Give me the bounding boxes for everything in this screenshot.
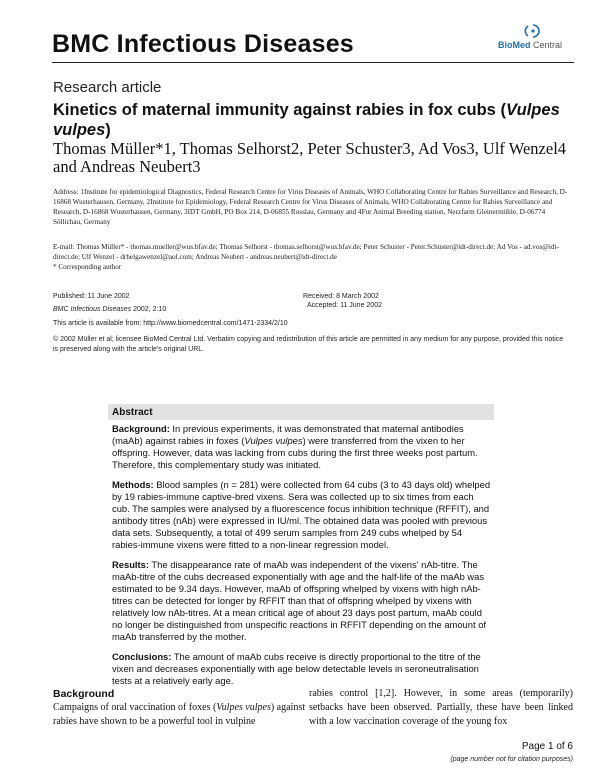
article-url[interactable]: This article is available from: http://www.biomedcentral.com/1471-2334/2/10: [53, 320, 288, 327]
accepted-date: Accepted: 11 June 2002: [307, 302, 382, 309]
abstract-conclusions: Conclusions: The amount of maAb cubs receive is directly proportional to the titre of the vixen and decreases exponentially with age below detectable levels in seroneutralisation tests at a relatively early age.: [112, 651, 481, 686]
logo-text: BioMed Central: [498, 40, 563, 50]
published-date: Published: 11 June 2002: [53, 293, 130, 300]
copyright-notice: © 2002 Müller et al; licensee BioMed Central Ltd. Verbatim copying and redistribution of this article are permitted in any medium for any purpose, provided this notice is preserved along with the article's original URL.: [53, 336, 564, 353]
page-number-note: (page number not for citation purposes): [450, 756, 573, 763]
background-column-left: Campaigns of oral vaccination of foxes (Vulpes vulpes) against rabies have shown to be a powerful tool in vulpine: [53, 702, 306, 727]
received-date: Received: 8 March 2002: [303, 293, 379, 300]
abstract-methods: Methods: Blood samples (n = 281) were collected from 64 cubs (3 to 43 days old) whelped by 19 rabies-immune captive-bred vixens. Sera was collected up to six times from each cub. The samples were analysed by a fluorescence focus inhibition technique (RFFIT), and antibody titres (nAb) were expressed in IU/ml. The obtained data was pooled with previous data sets. Subsequently, a total of 499 serum samples from 249 cubs whelped by 54 rabies-immune vixens were fitted to a non-linear regression model.: [112, 479, 491, 550]
background-column-right: rabies control [1,2]. However, in some areas (temporarily) setbacks have been observed. Partially, these have been linked with a low vaccination coverage of the young fox: [309, 688, 573, 727]
abstract-results: Results: The disappearance rate of maAb was independent of the vixens' nAb-titre. The maAb-titre of the cubs decreased exponentially with age and the half-life of the maAb was estimated to be 9.34 days. However, maAb of offspring whelped by vixens with high nAb-titres can be detected for longer by RFFIT than that of offspring whelped by vixens with relatively low nAb-titres. At a mean critical age of about 23 days post partum, maAb could no longer be distinguished from unspecific reactions in RFFIT depending on the amount of maAb transferred by the mother.: [112, 559, 487, 642]
article-type: Research article: [53, 79, 162, 96]
header-rule: [52, 62, 574, 63]
biomed-logo-icon: [524, 24, 542, 38]
article-title: Kinetics of maternal immunity against rabies in fox cubs (Vulpes vulpes): [53, 101, 560, 139]
journal-title: BMC Infectious Diseases: [52, 30, 354, 58]
abstract-box: [108, 404, 494, 695]
author-list: [53, 140, 568, 176]
author-emails: E-mail: Thomas Müller* - thomas.mueller@wus.bfav.de; Thomas Selhorst - thomas.selhorst@wus.bfav.de; Peter Schuster - Peter.Schuster@idt-direct.de; Ad Vos - ad.vos@idt-direct.de; Ulf Wenzel - drhelgawenzel@aol.com; Andreas Neubert - andreas.neubert@idt-direct.de: [53, 243, 559, 261]
authors-line-1: Thomas Müller*1, Thomas Selhorst2, Peter Schuster3, Ad Vos3, Ulf Wenzel4: [53, 139, 567, 158]
authors-line-2: and Andreas Neubert3: [53, 157, 201, 176]
background-heading: Background: [53, 688, 115, 700]
biomed-central-logo: [498, 24, 568, 54]
page-number: Page 1 of 6: [521, 741, 573, 752]
abstract-heading: Abstract: [108, 404, 494, 420]
abstract-background: Background: In previous experiments, it was demonstrated that maternal antibodies (maAb) against rabies in foxes (Vulpes vulpes) were transferred from the vixen to her offspring. However, data was lacking from cubs during the first three weeks post partum. Therefore, this complementary study was initiated.: [112, 423, 478, 470]
affiliations: Address: 1Institute for epidemiological Diagnostics, Federal Research Centre for Virus Diseases of Animals, WHO Collaborating Centre for Rabies Surveillance and Research, D-16868 Wusterhausen, Germany, 2Institute for Epidemiology, Federal Research Centre for Virus Diseases of Animals, WHO Collaborating Centre for Rabies Surveillance and Research, D-16868 Wusterhausen, Germany, 3IDT GmbH, PO Box 214, D-06855 Rosslau, Germany and 4Fur Animal Breeding station, Nerzfarm Gleinermühle, D-06774 Söllichau, Germany: [53, 188, 568, 226]
citation: BMC Infectious Diseases 2002, 2:10: [53, 306, 167, 313]
corresponding-note: * Corresponding author: [53, 263, 122, 271]
